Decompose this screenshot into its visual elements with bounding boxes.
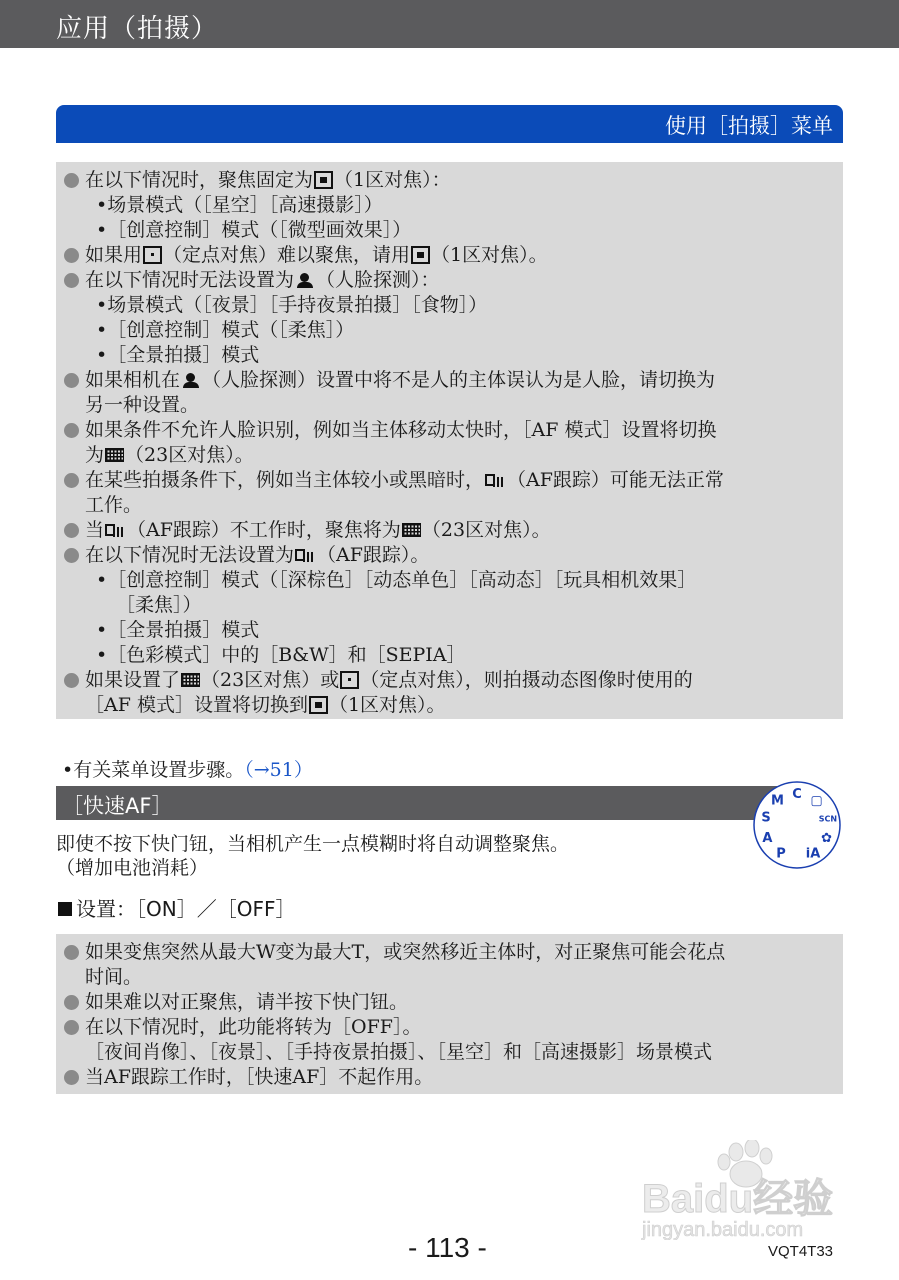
note-subitem: •［色彩模式］中的［B&W］和［SEPIA］: [96, 644, 466, 666]
page-title: 应用（拍摄）: [56, 14, 219, 44]
note-subitem: •［创意控制］模式（［柔焦］）: [96, 319, 355, 341]
note-item: 在某些拍摄条件下，例如当主体较小或黑暗时， （AF跟踪）可能无法正常: [64, 468, 833, 493]
note-continuation: 另一种设置。: [85, 394, 200, 416]
spot-focus-icon: [340, 671, 359, 689]
quick-af-title: ［快速AF］: [62, 794, 173, 818]
note-item: 如果相机在 （人脸探测）设置中将不是人的主体误认为是人脸，请切换为: [64, 368, 833, 393]
face-detection-icon: [181, 371, 201, 389]
note-continuation: 时间。: [85, 966, 143, 988]
note-item: 当AF跟踪工作时，［快速AF］不起作用。: [64, 1065, 833, 1090]
setting-text: 设置：［ON］／［OFF］: [76, 897, 296, 921]
note-continuation: ［夜间肖像］、［夜景］、［手持夜景拍摄］、［星空］和［高速摄影］场景模式: [85, 1041, 713, 1063]
face-detection-icon: [295, 271, 315, 289]
quick-af-setting: [58, 893, 295, 922]
page-link[interactable]: （→51）: [244, 759, 313, 781]
1-area-focus-icon: [314, 171, 333, 189]
section-bar-label: 使用［拍摄］菜单: [665, 114, 833, 138]
description-line: 即使不按下快门钮，当相机产生一点模糊时将自动调整聚焦。: [56, 833, 570, 855]
note-subitem: •［创意控制］模式（［深棕色］［动态单色］［高动态］［玩具相机效果］: [96, 569, 697, 591]
section-bar: [56, 105, 843, 143]
page-header: [0, 0, 899, 48]
note-item: 如果难以对正聚焦，请半按下快门钮。: [64, 990, 833, 1015]
1-area-focus-icon: [411, 246, 430, 264]
dial-mode-label: ✿: [821, 831, 833, 847]
quick-af-heading: [56, 786, 780, 820]
note-item: 如果设置了 （23区对焦）或 （定点对焦），则拍摄动态图像时使用的: [64, 668, 833, 693]
dial-mode-label: iA: [805, 846, 821, 862]
note-item: 当 （AF跟踪）不工作时，聚焦将为 （23区对焦）。: [64, 518, 833, 543]
menu-reference: [62, 755, 313, 782]
dial-mode-label: SCN: [818, 814, 838, 824]
note-item: 如果用 （定点对焦）难以聚焦，请用 （1区对焦）。: [64, 243, 833, 268]
note-item: 在以下情况时无法设置为 （AF跟踪）。: [64, 543, 833, 568]
note-item: 在以下情况时无法设置为 （人脸探测）：: [64, 268, 833, 293]
note-continuation: 工作。: [85, 494, 143, 516]
note-item: 如果变焦突然从最大W变为最大T，或突然移近主体时，对正聚焦可能会花点: [64, 940, 833, 965]
spot-focus-icon: [143, 246, 162, 264]
mode-dial-icon: [752, 780, 842, 870]
dial-mode-label: A: [762, 831, 773, 847]
notes-panel-af-mode: [56, 162, 843, 719]
dial-mode-label: C: [792, 787, 802, 802]
23-area-focus-icon: [181, 673, 200, 687]
note-subitem: •场景模式（［夜景］［手持夜景拍摄］［食物］）: [96, 294, 488, 316]
note-subitem: •［全景拍摄］模式: [96, 344, 260, 366]
page-number: - 113 -: [408, 1232, 487, 1263]
square-bullet-icon: [58, 902, 72, 916]
baidu-watermark: [640, 1140, 845, 1240]
reference-text: •有关菜单设置步骤。: [62, 759, 245, 781]
quick-af-description: [56, 832, 569, 880]
note-subitem: •［创意控制］模式（［微型画效果］）: [96, 219, 412, 241]
dial-mode-label: ▢: [810, 793, 823, 809]
23-area-focus-icon: [105, 448, 124, 462]
af-tracking-icon: [295, 548, 316, 564]
note-continuation: 为 （23区对焦）。: [85, 444, 254, 466]
note-continuation: ［AF 模式］设置将切换到 （1区对焦）。: [85, 694, 446, 716]
notes-panel-quick-af: [56, 934, 843, 1094]
note-subitem: •场景模式（［星空］［高速摄影］）: [96, 194, 383, 216]
dial-mode-label: S: [761, 810, 771, 826]
svg-text:Baidu经验: Baidu经验: [642, 1177, 834, 1221]
af-tracking-icon: [485, 473, 506, 489]
note-subitem-continuation: ［柔焦］）: [116, 594, 202, 616]
description-line: （增加电池消耗）: [56, 857, 209, 879]
note-subitem: •［全景拍摄］模式: [96, 619, 260, 641]
23-area-focus-icon: [402, 523, 421, 537]
dial-mode-label: P: [776, 846, 786, 862]
document-code: VQT4T33: [768, 1243, 834, 1260]
1-area-focus-icon: [309, 696, 328, 714]
note-item: 在以下情况时，此功能将转为［OFF］。: [64, 1015, 833, 1040]
af-tracking-icon: [105, 523, 126, 539]
note-item: 如果条件不允许人脸识别，例如当主体移动太快时，［AF 模式］设置将切换: [64, 418, 833, 443]
dial-mode-label: M: [771, 793, 784, 809]
note-item: 在以下情况时，聚焦固定为 （1区对焦）：: [64, 168, 833, 193]
svg-text:jingyan.baidu.com: jingyan.baidu.com: [642, 1219, 804, 1240]
